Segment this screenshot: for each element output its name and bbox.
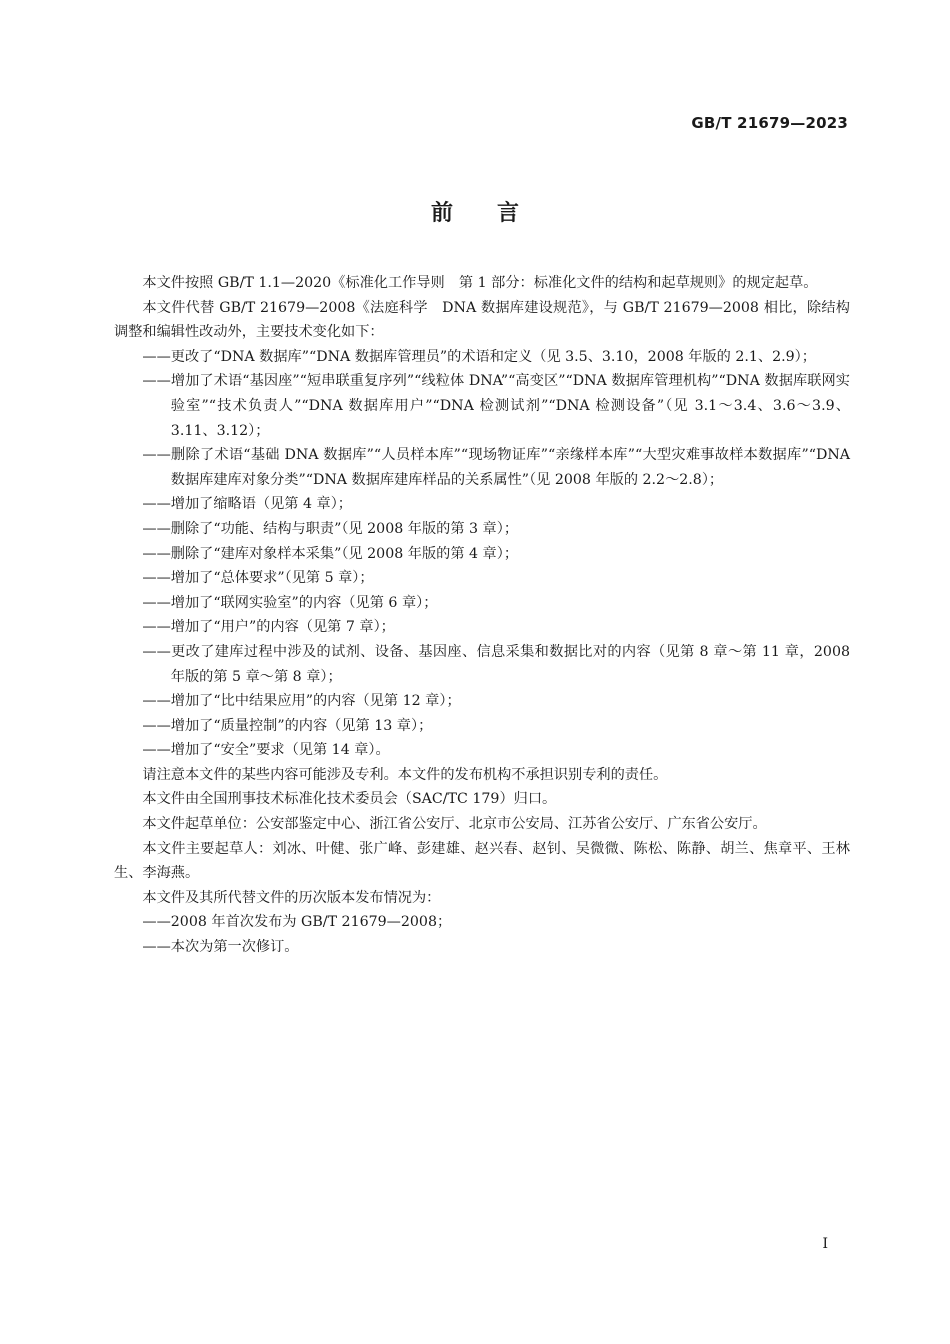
version-item: ——2008 年首次发布为 GB/T 21679—2008； [142,914,452,931]
change-item: ——增加了“质量控制”的内容（见第 13 章）； [142,717,433,734]
version-item: ——本次为第一次修订。 [142,939,299,956]
foreword-body [114,271,850,960]
change-item: ——增加了“比中结果应用”的内容（见第 12 章）； [142,693,461,710]
paragraph-drafting-organizations: 本文件起草单位：公安部鉴定中心、浙江省公安厅、北京市公安局、江苏省公安厅、广东省公安厅。 [142,816,767,833]
paragraph-drafters: 本文件主要起草人：刘冰、叶健、张广峰、彭建雄、赵兴春、赵钊、吴微微、陈松、陈静、胡兰、焦章平、王林生、李海燕。 [114,840,850,882]
change-item: ——增加了“总体要求”（见第 5 章）； [142,570,374,587]
page-title: 前言 [430,201,563,226]
paragraph-version-history: 本文件及其所代替文件的历次版本发布情况为： [142,889,441,906]
change-item: ——增加了“联网实验室”的内容（见第 6 章）； [142,594,438,611]
change-item: ——删除了“建库对象样本采集”（见 2008 年版的第 4 章）； [142,545,519,562]
change-item: ——增加了缩略语（见第 4 章）； [142,496,352,513]
page-number: I [822,1236,828,1252]
paragraph-responsible-committee: 本文件由全国刑事技术标准化技术委员会（SAC/TC 179）归口。 [142,791,557,808]
paragraph-patent-notice: 请注意本文件的某些内容可能涉及专利。本文件的发布机构不承担识别专利的责任。 [142,766,668,783]
change-item: ——增加了“用户”的内容（见第 7 章）； [142,619,395,636]
change-item: ——增加了术语“基因座”“短串联重复序列”“线粒体 DNA”“高变区”“DNA 数据库管理机构”“DNA 数据库联网实验室”“技术负责人”“DNA 数据库用户”“DNA 检测试剂”“DNA 检测设备”（见 3.1～3.4、3.6～3.9、3.11、3.12）； [142,373,850,439]
paragraph-replaces: 本文件代替 GB/T 21679—2008《法庭科学 DNA 数据库建设规范》，与 GB/T 21679—2008 相比，除结构调整和编辑性改动外，主要技术变化如下： [114,299,850,341]
standard-number: GB/T 21679—2023 [691,114,848,132]
change-item: ——删除了“功能、结构与职责”（见 2008 年版的第 3 章）； [142,520,519,537]
change-item: ——更改了“DNA 数据库”“DNA 数据库管理员”的术语和定义（见 3.5、3.10，2008 年版的 2.1、2.9）； [142,348,816,365]
paragraph-drafting-rules: 本文件按照 GB/T 1.1—2020《标准化工作导则 第 1 部分：标准化文件的结构和起草规则》的规定起草。 [142,275,818,291]
change-item: ——更改了建库过程中涉及的试剂、设备、基因座、信息采集和数据比对的内容（见第 8 章～第 11 章，2008 年版的第 5 章～第 8 章）； [142,643,850,685]
change-item: ——删除了术语“基础 DNA 数据库”“人员样本库”“现场物证库”“亲缘样本库”“大型灾难事故样本数据库”“DNA 数据库建库对象分类”“DNA 数据库建库样品的关系属性”（见 2008 年版的 2.2～2.8）； [142,447,850,488]
change-item: ——增加了“安全”要求（见第 14 章）。 [142,742,390,759]
